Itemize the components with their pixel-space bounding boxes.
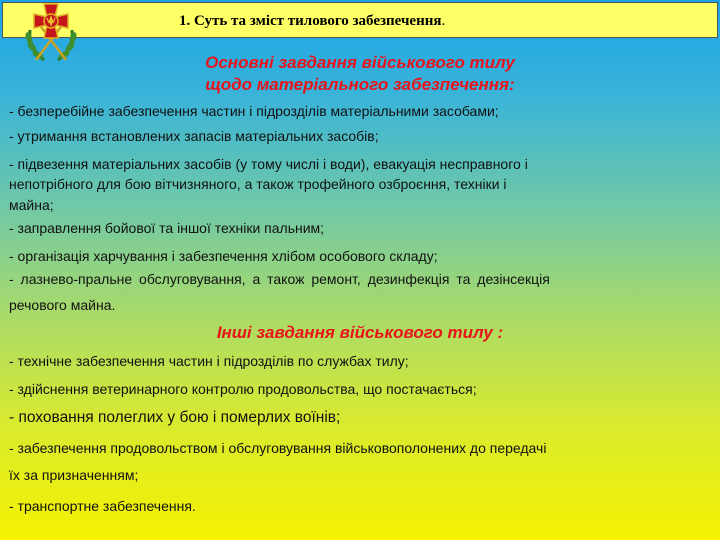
slide-title: 1. Суть та зміст тилового забезпечення. — [179, 13, 446, 29]
list-item: речового майна. — [9, 297, 116, 313]
list-item: - заправлення бойової та іншої техніки пальним; — [9, 220, 325, 236]
list-item: - забезпечення продовольством і обслуговування військовополонених до передачі — [9, 440, 547, 456]
list-item: - безперебійне забезпечення частин і підрозділів матеріальними засобами; — [9, 103, 499, 119]
section-title-main-tasks: Основні завдання військового тилу щодо матеріального забезпечення: — [205, 53, 515, 94]
list-item: майна; — [9, 197, 54, 213]
list-item: - утримання встановлених запасів матеріальних засобів; — [9, 128, 379, 144]
list-item: - лазнево-пральне обслуговування, а також ремонт, дезинфекція та дезінсекція — [9, 271, 550, 287]
list-item: - організація харчування і забезпечення хлібом особового складу; — [9, 248, 438, 264]
list-item: - підвезення матеріальних засобів (у тому числі і води), евакуація несправного і — [9, 156, 528, 172]
list-item: - здійснення ветеринарного контролю продовольства, що постачається; — [9, 381, 477, 397]
header-bar — [2, 2, 718, 38]
list-item: непотрібного для бою вітчизняного, а також трофейного озброєння, техніки і — [9, 176, 507, 192]
list-item: їх за призначенням; — [9, 467, 139, 483]
section-title-other-tasks: Інші завдання військового тилу : — [216, 323, 504, 342]
military-cross-emblem-icon — [22, 0, 80, 66]
list-item: - транспортне забезпечення. — [9, 498, 196, 514]
list-item: - поховання полеглих у бою і померлих воїнів; — [9, 409, 341, 426]
list-item: - технічне забезпечення частин і підрозділів по службах тилу; — [9, 353, 409, 369]
